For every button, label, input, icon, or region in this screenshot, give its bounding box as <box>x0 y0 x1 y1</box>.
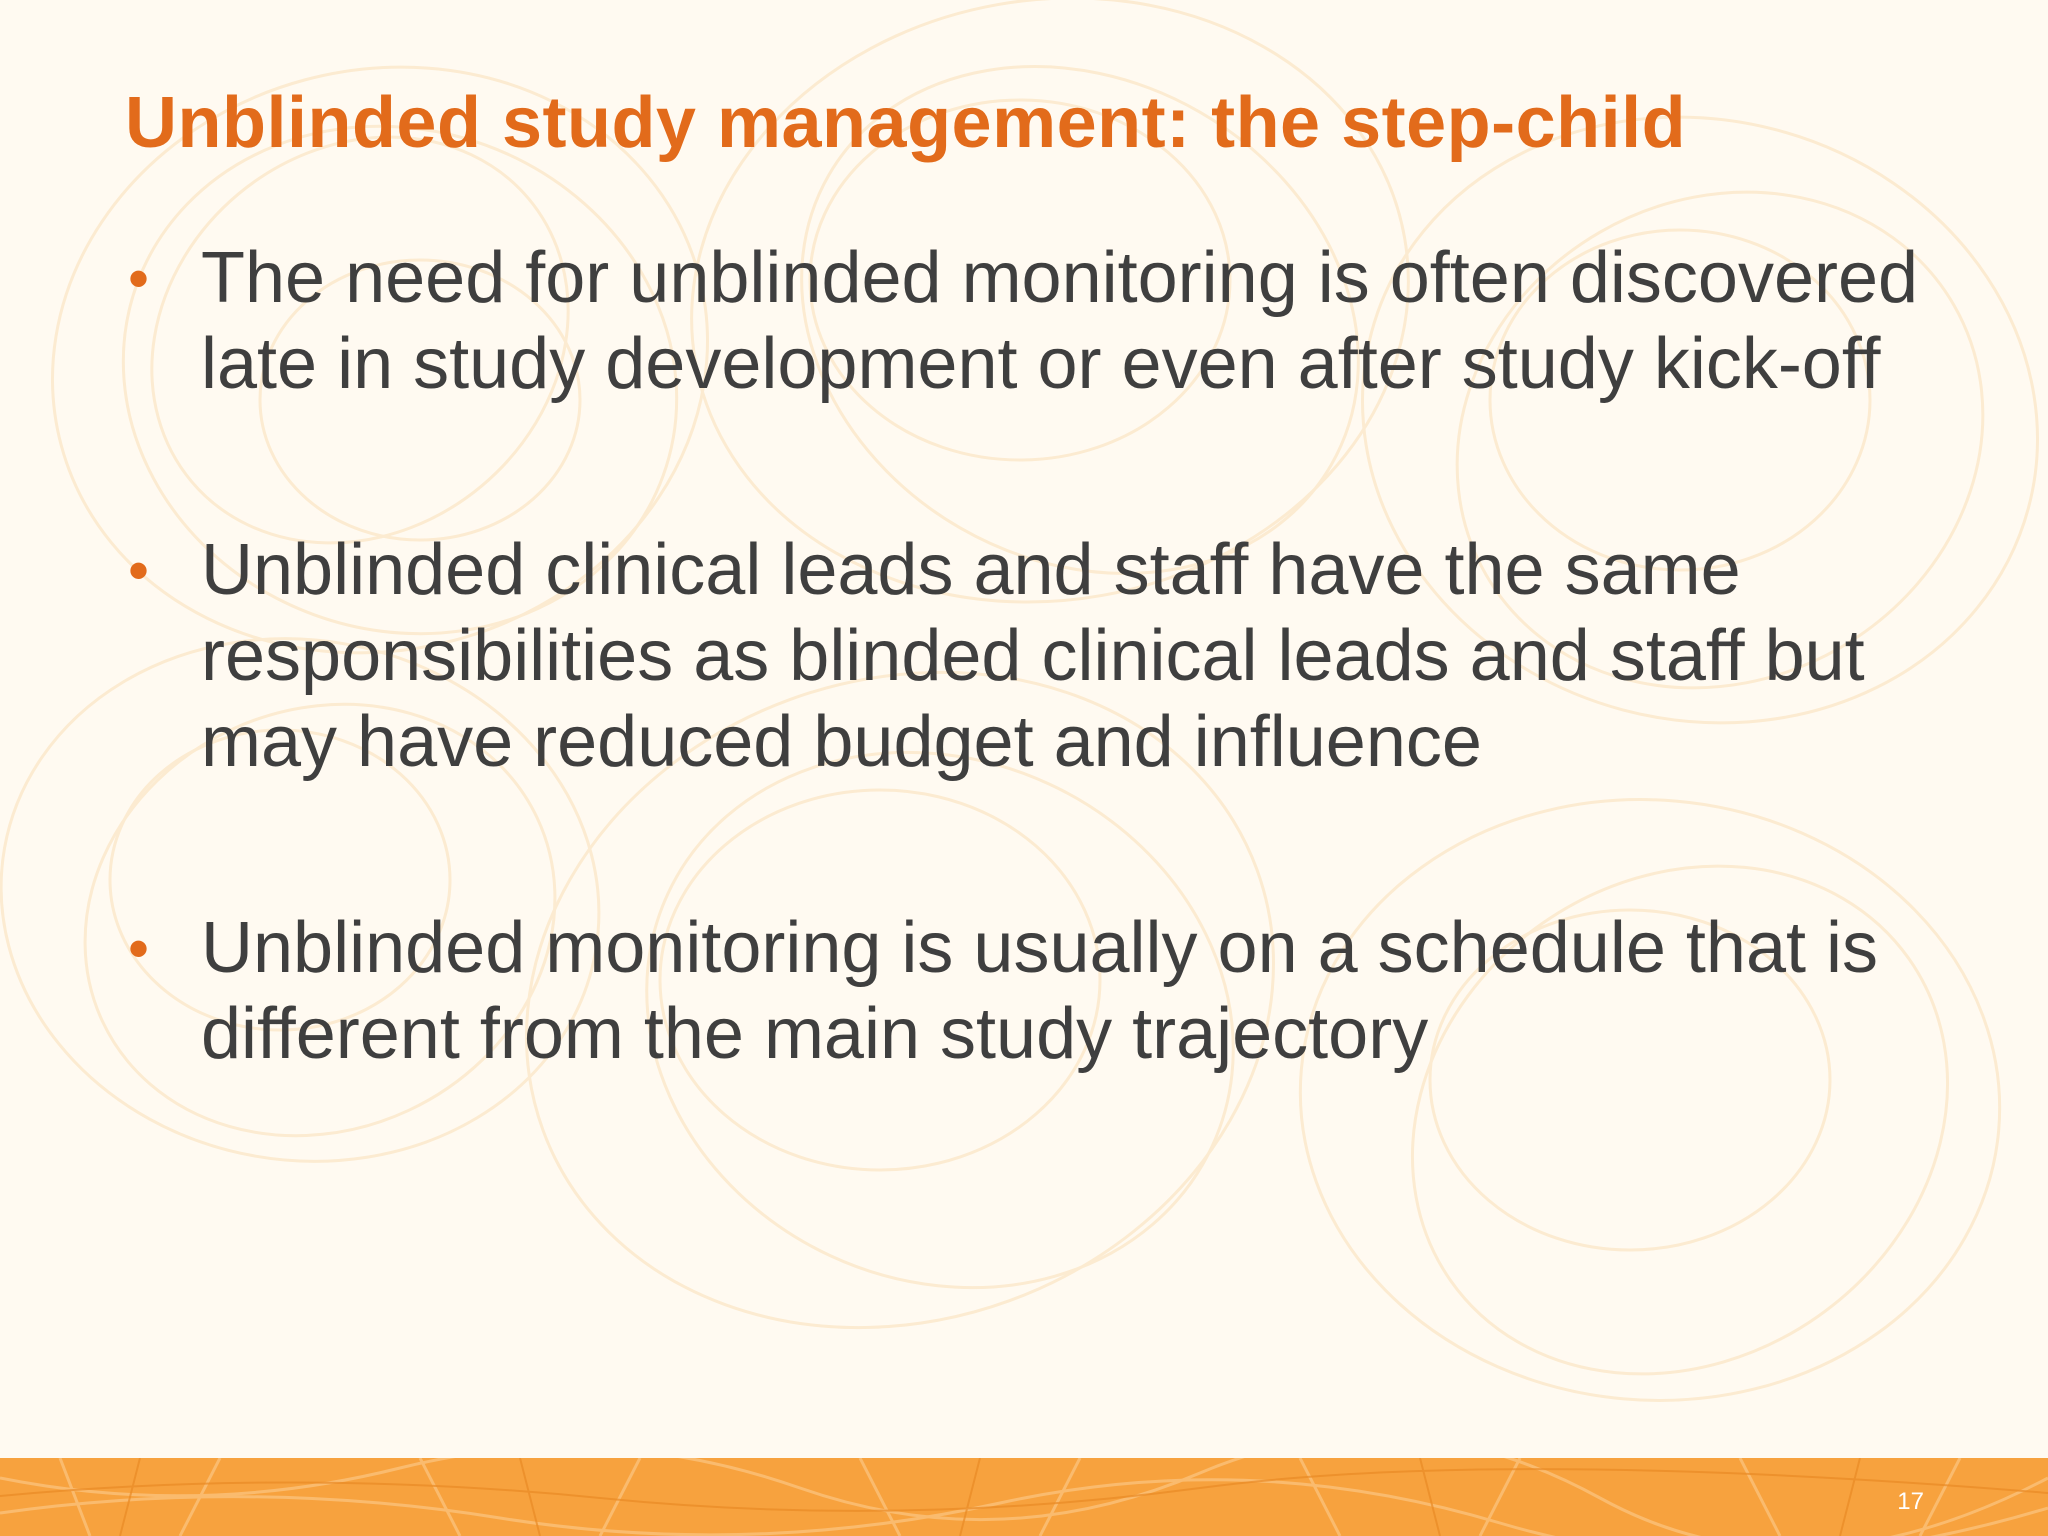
footer-band <box>0 1458 2048 1536</box>
bullet-dot-icon: • <box>128 245 150 312</box>
bullet-item <box>125 235 1945 407</box>
bullet-dot-icon: • <box>128 537 150 604</box>
bullet-item <box>125 905 1945 1077</box>
bullet-list <box>125 235 1945 1077</box>
bullet-item <box>125 527 1945 785</box>
bullet-dot-icon: • <box>128 915 150 982</box>
slide-title: Unblinded study management: the step-child <box>125 83 1687 163</box>
bullet-text: Unblinded monitoring is usually on a schedule that is different from the main study trajectory <box>201 908 1878 1074</box>
bullet-text: Unblinded clinical leads and staff have the same responsibilities as blinded clinical leads and staff but may have reduced budget and influence <box>201 530 1865 782</box>
page-number: 17 <box>1897 1488 1924 1515</box>
bullet-text: The need for unblinded monitoring is often discovered late in study development or even after study kick-off <box>201 238 1919 404</box>
